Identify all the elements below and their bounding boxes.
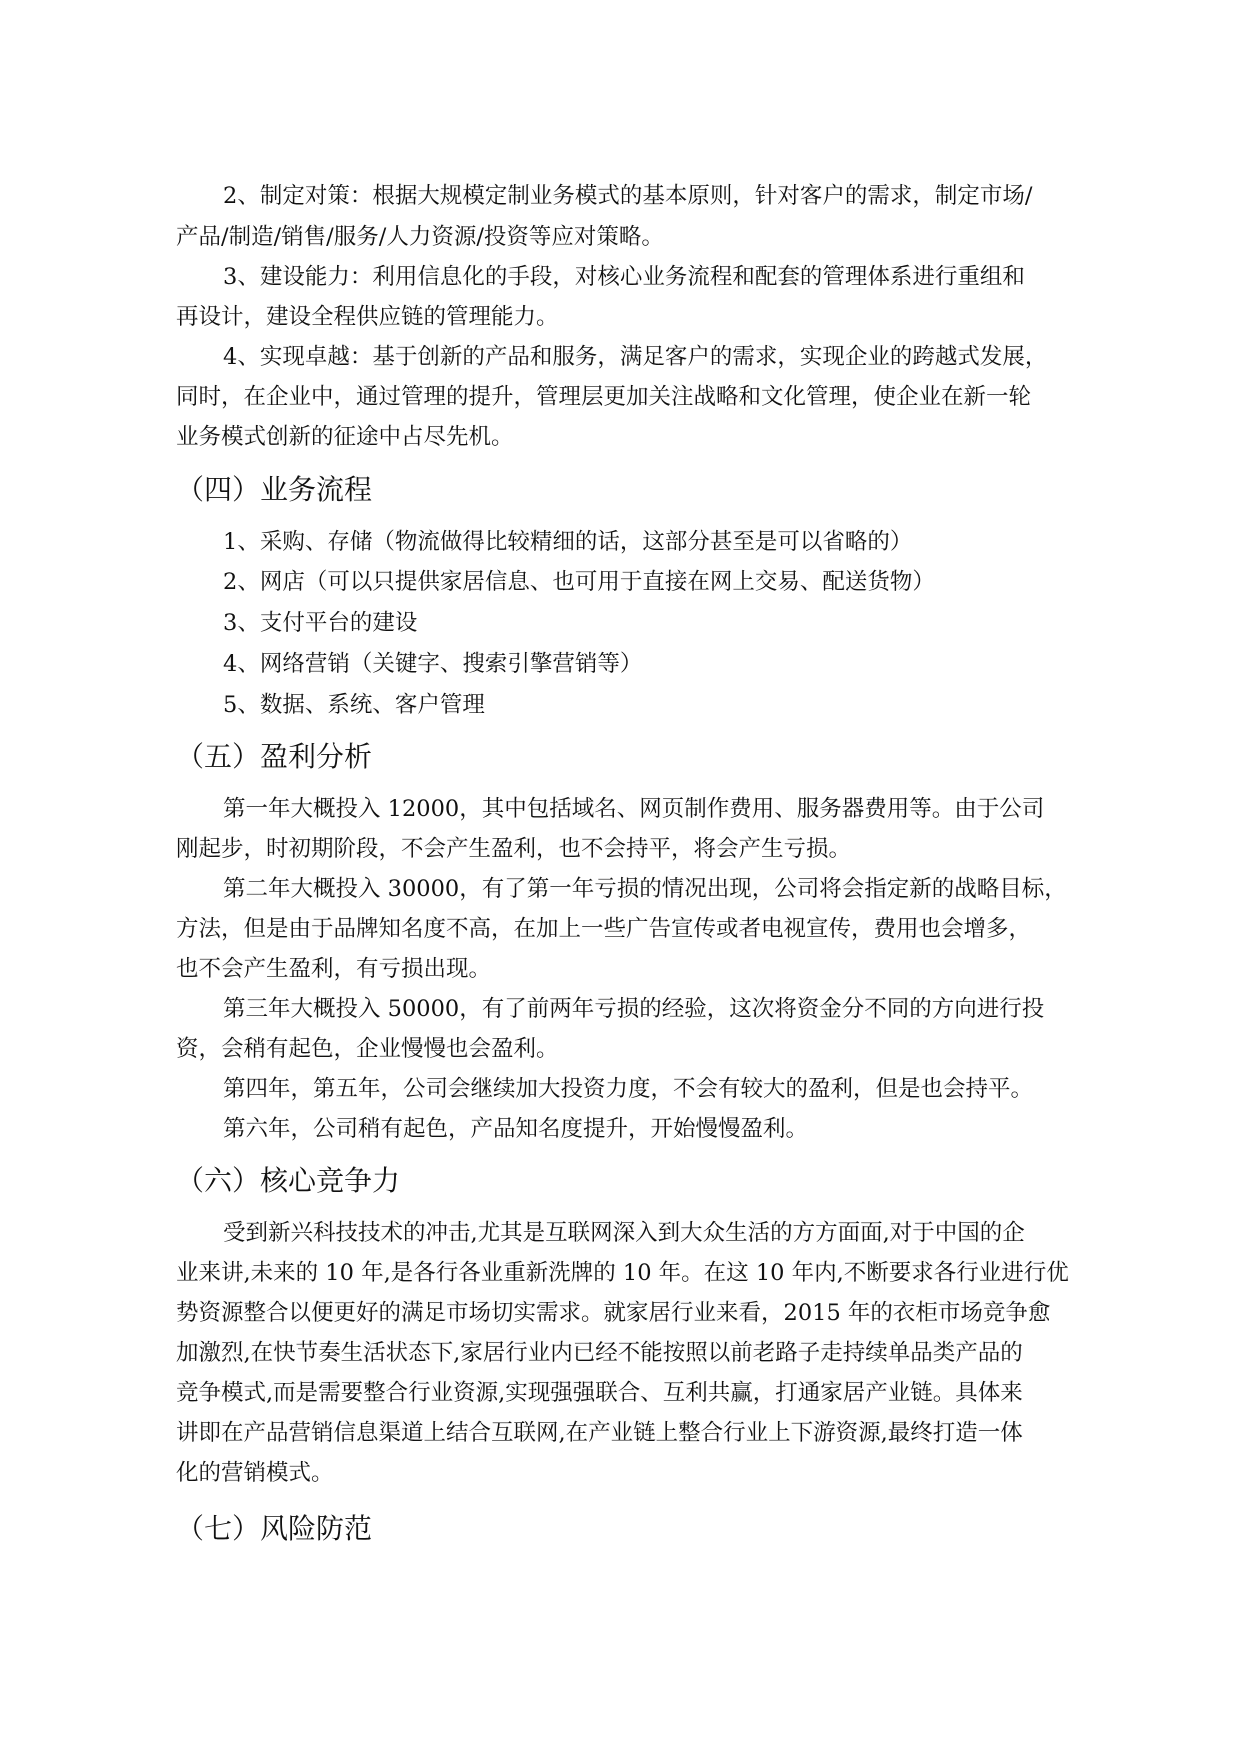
paragraph-line: 同时，在企业中，通过管理的提升，管理层更加关注战略和文化管理，使企业在新一轮 <box>176 384 1032 410</box>
list-item: 5、数据、系统、客户管理 <box>223 692 485 718</box>
list-item: 3、支付平台的建设 <box>223 610 418 636</box>
paragraph-line: 第二年大概投入 30000，有了第一年亏损的情况出现，公司将会指定新的战略目标， <box>223 876 1067 902</box>
paragraph-line: 业来讲,未来的 10 年,是各行各业重新洗牌的 10 年。在这 10 年内,不断要求各行业进行优 <box>176 1260 1069 1286</box>
paragraph-line: 讲即在产品营销信息渠道上结合互联网,在产业链上整合行业上下游资源,最终打造一体 <box>176 1420 1023 1446</box>
paragraph-line: 再设计，建设全程供应链的管理能力。 <box>176 304 559 330</box>
paragraph-line: 资，会稍有起色，企业慢慢也会盈利。 <box>176 1036 559 1062</box>
paragraph-line: 加激烈,在快节奏生活状态下,家居行业内已经不能按照以前老路子走持续单品类产品的 <box>176 1340 1023 1366</box>
paragraph-line: 第一年大概投入 12000，其中包括域名、网页制作费用、服务器费用等。由于公司 <box>223 796 1045 822</box>
list-item: 2、网店（可以只提供家居信息、也可用于直接在网上交易、配送货物） <box>223 569 935 595</box>
paragraph-line: 2、制定对策：根据大规模定制业务模式的基本原则，针对客户的需求，制定市场/ <box>223 183 1033 209</box>
paragraph-line: 也不会产生盈利，有亏损出现。 <box>176 956 492 982</box>
paragraph-line: 3、建设能力：利用信息化的手段，对核心业务流程和配套的管理体系进行重组和 <box>223 264 1025 290</box>
section-heading: （七）风险防范 <box>176 1512 373 1545</box>
section-heading: （六）核心竞争力 <box>176 1164 401 1197</box>
paragraph-line: 受到新兴科技技术的冲击,尤其是互联网深入到大众生活的方方面面,对于中国的企 <box>223 1220 1025 1246</box>
paragraph-line: 竞争模式,而是需要整合行业资源,实现强强联合、互利共赢，打通家居产业链。具体来 <box>176 1380 1023 1406</box>
section-heading: （五）盈利分析 <box>176 740 373 773</box>
paragraph-line: 刚起步，时初期阶段，不会产生盈利，也不会持平，将会产生亏损。 <box>176 836 852 862</box>
paragraph-line: 4、实现卓越：基于创新的产品和服务，满足客户的需求，实现企业的跨越式发展， <box>223 344 1048 370</box>
section-heading: （四）业务流程 <box>176 473 373 506</box>
paragraph-line: 第四年，第五年，公司会继续加大投资力度，不会有较大的盈利，但是也会持平。 <box>223 1076 1034 1102</box>
paragraph-line: 产品/制造/销售/服务/人力资源/投资等应对策略。 <box>176 224 664 250</box>
paragraph-line: 化的营销模式。 <box>176 1460 334 1486</box>
paragraph-line: 势资源整合以便更好的满足市场切实需求。就家居行业来看，2015 年的衣柜市场竞争愈 <box>176 1300 1051 1326</box>
paragraph-line: 第六年，公司稍有起色，产品知名度提升，开始慢慢盈利。 <box>223 1116 809 1142</box>
paragraph-line: 业务模式创新的征途中占尽先机。 <box>176 424 514 450</box>
list-item: 4、网络营销（关键字、搜索引擎营销等） <box>223 651 643 677</box>
list-item: 1、采购、存储（物流做得比较精细的话，这部分甚至是可以省略的） <box>223 529 913 555</box>
paragraph-line: 方法，但是由于品牌知名度不高，在加上一些广告宣传或者电视宣传，费用也会增多， <box>176 916 1032 942</box>
paragraph-line: 第三年大概投入 50000，有了前两年亏损的经验，这次将资金分不同的方向进行投 <box>223 996 1045 1022</box>
